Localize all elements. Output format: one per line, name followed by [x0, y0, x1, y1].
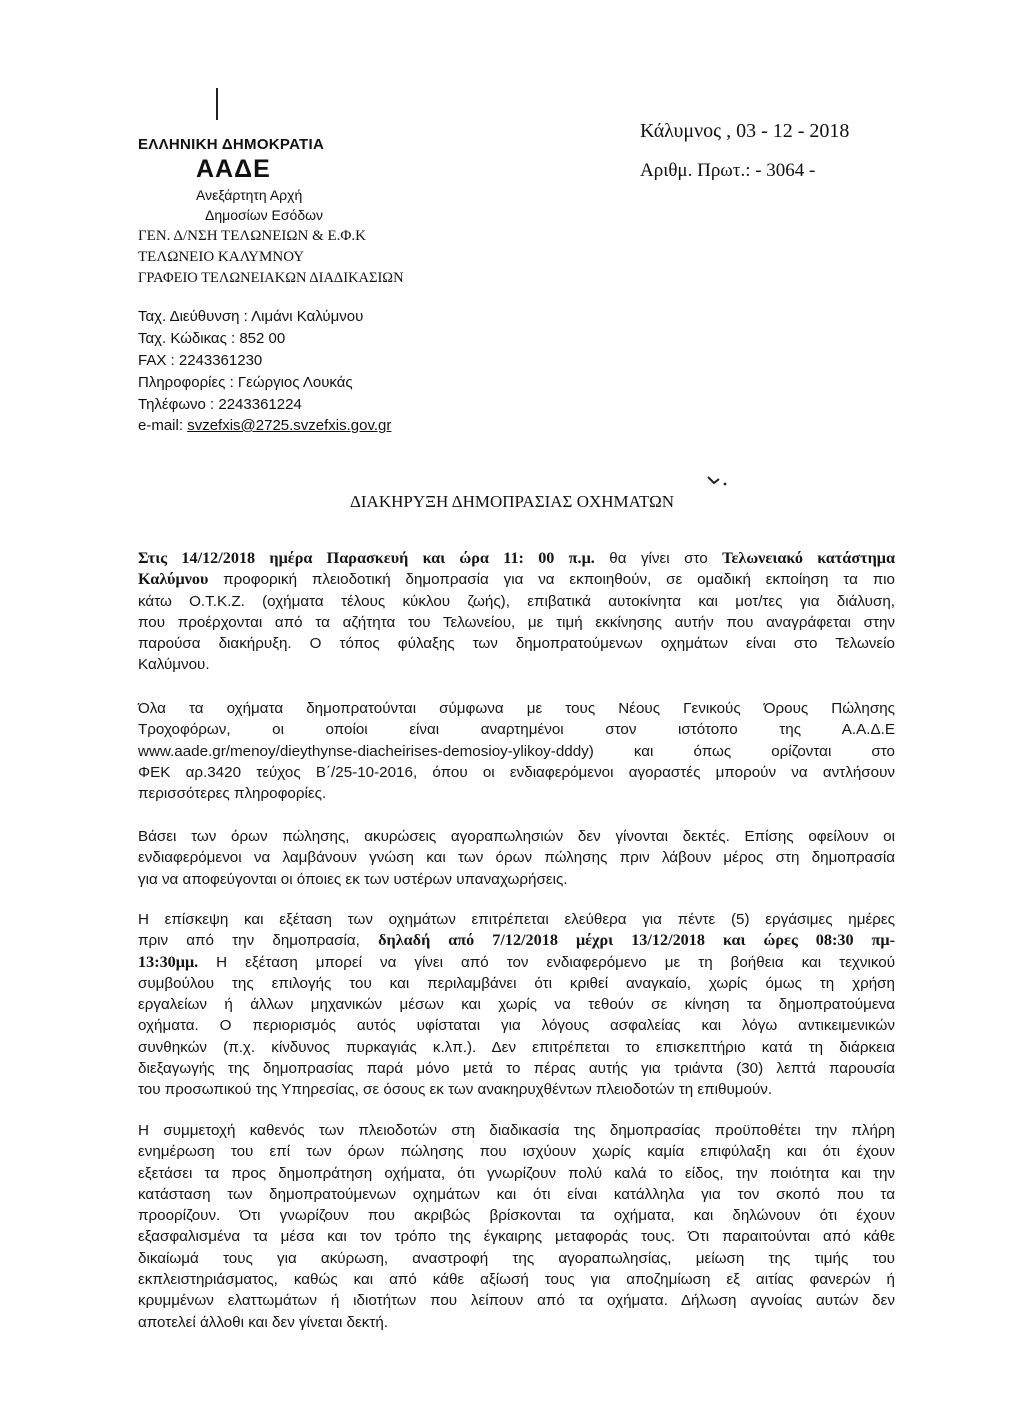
p2-line-4: ΦΕΚ αρ.3420 τεύχος Β΄/25-10-2016, όπου οι ενδιαφερόμενοι αγοραστές μπορούν να αντλήσουν: [138, 763, 895, 781]
p2-line-3: www.aade.gr/menoy/dieythynse-diacheirises-demosioy-ylikoy-dddy) και όπως ορίζονται στο: [138, 742, 895, 760]
p5-line-7: δικαίωμά τους για ακύρωση, αναστροφή της αγοραπωλησίας, μείωση της τιμής του: [138, 1249, 895, 1267]
paragraph-auction-details: [138, 548, 895, 676]
department-name: ΓΡΑΦΕΙΟ ΤΕΛΩΝΕΙΑΚΩΝ ΔΙΑΔΙΚΑΣΙΩΝ: [138, 270, 404, 286]
agency-line-2: Δημοσίων Εσόδων: [205, 207, 324, 223]
p2-line-2: Τροχοφόρων, οι οποίοι είναι αναρτημένοι στον ιστότοπο της Α.Α.Δ.Ε: [138, 721, 895, 739]
paragraph-cancellations: [138, 826, 895, 890]
p4-line-9: του προσωπικού της Υπηρεσίας, σε όσους εκ των ανακηρυχθέντων πλειοδοτών τη επιθυμούν.: [138, 1081, 773, 1099]
inspection-end-time: 13:30μμ.: [138, 952, 199, 971]
p1-line-2: [138, 569, 895, 590]
p3-line-3: για να αποφεύγονται οι όποιες εκ των υστέρων υπαναχωρήσεις.: [138, 870, 568, 888]
p5-line-6: εξασφαλισμένα τα μέσα και τον τρόπο της έγκαιρης μεταφοράς τους. Ότι παραιτούνται από κάθε: [138, 1228, 895, 1246]
email-link[interactable]: svzefxis@2725.svzefxis.gov.gr: [187, 417, 392, 434]
paragraph-participation: [138, 1120, 895, 1333]
p4-line-1: Η επίσκεψη και εξέταση των οχημάτων επιτρέπεται ελεύθερα για πέντε (5) εργάσιμες ημέρες: [138, 911, 895, 928]
p5-line-2: ενημέρωση του επί των όρων πώλησης που ισχύουν χωρίς καμία επιφύλαξη και ότι έχουν: [138, 1143, 895, 1161]
p4-line-3: [138, 952, 895, 973]
p4-line-8: διεξαγωγής της δημοπρασίας παρά μόνο μετά το πέρας αυτής για τριάντα (30) λεπτά παρουσία: [138, 1060, 895, 1078]
agency-acronym: ΑΑΔΕ: [196, 155, 271, 183]
contact-address: Ταχ. Διεύθυνση : Λιμάνι Καλύμνου: [138, 308, 364, 325]
p4-line-7: συνθηκών (π.χ. κίνδυνος πυρκαγιάς κ.λπ.). Δεν επιτρέπεται το επισκεπτήριο κατά τη διάρκεια: [138, 1038, 895, 1056]
p1-line-3: κάτω Ο.Τ.Κ.Ζ. (οχήματα τέλους κύκλου ζωής), επιβατικά αυτοκίνητα και μοτ/τες για διάλυση,: [138, 592, 895, 610]
agency-line-1: Ανεξάρτητη Αρχή: [196, 187, 303, 203]
paragraph-terms: [138, 698, 895, 804]
contact-email-row: [138, 417, 391, 434]
p4-line-2-text: πριν από την δημοπρασία,: [138, 932, 379, 950]
p4-line-3-text: Η εξέταση μπορεί να γίνει από τον ενδιαφερόμενο με τη βοήθεια και τεχνικού: [198, 953, 895, 971]
p1-line-4: που προέρχονται από τα αζήτητα του Τελωνείου, με τιμή εκκίνησης αυτήν που αναγράφεται στην: [138, 613, 895, 631]
p1-line-1-text: θα γίνει στο: [594, 550, 723, 567]
office-name: ΤΕΛΩΝΕΙΟ ΚΑΛΥΜΝΟΥ: [138, 249, 305, 265]
p1-line-5: παρούσα διακήρυξη. Ο τόπος φύλαξης των δημοπρατούμενων οχημάτων είναι στο Τελωνείο: [138, 635, 895, 653]
p2-line-1: Όλα τα οχήματα δημοπρατούνται σύμφωνα με τους Νέους Γενικούς Όρους Πώλησης: [138, 700, 895, 717]
document-title: ΔΙΑΚΗΡΥΞΗ ΔΗΜΟΠΡΑΣΙΑΣ ΟΧΗΜΑΤΩΝ: [349, 492, 675, 511]
country-name: ΕΛΛΗΝΙΚΗ ΔΗΜΟΚΡΑΤΙΑ: [138, 136, 325, 153]
auction-venue: Τελωνειακό κατάστημα: [722, 549, 895, 567]
p5-line-4: κατάσταση των δημοπρατούμενων οχημάτων και ότι είναι κατάλληλα για τον σκοπό που τα: [138, 1185, 895, 1203]
p3-line-2: ενδιαφερόμενοι να λαμβάνουν γνώση και των όρων πώλησης πριν λάβουν μέρος στη δημοπρασία: [138, 849, 895, 867]
p4-line-4: συμβούλου της επιλογής του και περιλαμβάνει ότι κριθεί αναγκαίο, χωρίς όμως τη χρήση: [138, 974, 895, 992]
p5-line-5: προορίζουν. Ότι γνωρίζουν που ακριβώς βρίσκονται τα οχήματα, και δηλώνουν ότι έχουν: [138, 1207, 895, 1225]
margin-mark: [216, 88, 218, 120]
p5-line-3: εξετάσει τα προς δημοπράτηση οχήματα, ότι γνωρίζουν πολύ καλά το είδος, την ποιότητα και την: [138, 1164, 895, 1182]
contact-fax: FAX : 2243361230: [138, 352, 263, 369]
paragraph-inspection: [138, 909, 895, 1101]
p5-line-8: εκπλειστηριάσματος, καθώς και από κάθε αξίωσή τους για αποζημίωση εξ αιτίας φανερών ή: [138, 1271, 895, 1289]
p1-line-1: [138, 548, 895, 569]
place-date: Κάλυμνος , 03 - 12 - 2018: [640, 120, 850, 142]
p3-line-1: Βάσει των όρων πώλησης, ακυρώσεις αγοραπωλησιών δεν γίνονται δεκτές. Επίσης οφείλουν οι: [138, 828, 895, 845]
p1-line-2-text: προφορική πλειοδοτική δημοπρασία για να εκποιηθούν, σε ομαδική εκποίηση τα πιο: [208, 571, 895, 589]
stray-mark-icon: [707, 474, 729, 488]
p5-line-1: Η συμμετοχή καθενός των πλειοδοτών στη διαδικασία της δημοπρασίας προϋποθέτει την πλήρη: [138, 1122, 895, 1139]
contact-postcode: Ταχ. Κώδικας : 852 00: [138, 330, 286, 347]
p2-line-5: περισσότερες πληροφορίες.: [138, 785, 327, 803]
p4-line-6: οχήματα. Ο περιορισμός αυτός υφίσταται για λόγους ασφαλείας και λόγω αντικειμενικών: [138, 1017, 895, 1035]
inspection-period: δηλαδή από 7/12/2018 μέχρι 13/12/2018 και ώρες 08:30 πμ-: [378, 931, 895, 950]
stray-mark: [707, 474, 729, 492]
auction-datetime: Στις 14/12/2018 ημέρα Παρασκευή και ώρα 11: 00 π.μ.: [138, 549, 595, 567]
p5-line-9: κρυμμένων ελαττωμάτων ή ιδιοτήτων που λείπουν από τα οχήματα. Δήλωση αγνοίας αυτών δεν: [138, 1292, 895, 1310]
p4-line-5: εργαλείων ή άλλων μηχανικών μέσων και χωρίς να τεθούν σε κίνηση τα δημοπρατούμενα: [138, 996, 895, 1014]
contact-info: Πληροφορίες : Γεώργιος Λουκάς: [138, 374, 353, 391]
protocol-number: Αριθμ. Πρωτ.: - 3064 -: [640, 160, 816, 181]
p5-line-10: αποτελεί άλλοθι και δεν γίνεται δεκτή.: [138, 1313, 389, 1331]
p1-line-6: Καλύμνου.: [138, 656, 210, 674]
directorate: ΓΕΝ. Δ/ΝΣΗ ΤΕΛΩΝΕΙΩΝ & Ε.Φ.Κ: [138, 228, 366, 244]
auction-venue-city: Καλύμνου: [138, 570, 209, 589]
p4-line-2: [138, 930, 895, 951]
contact-phone: Τηλέφωνο : 2243361224: [138, 396, 302, 413]
email-label: e-mail:: [138, 417, 188, 434]
